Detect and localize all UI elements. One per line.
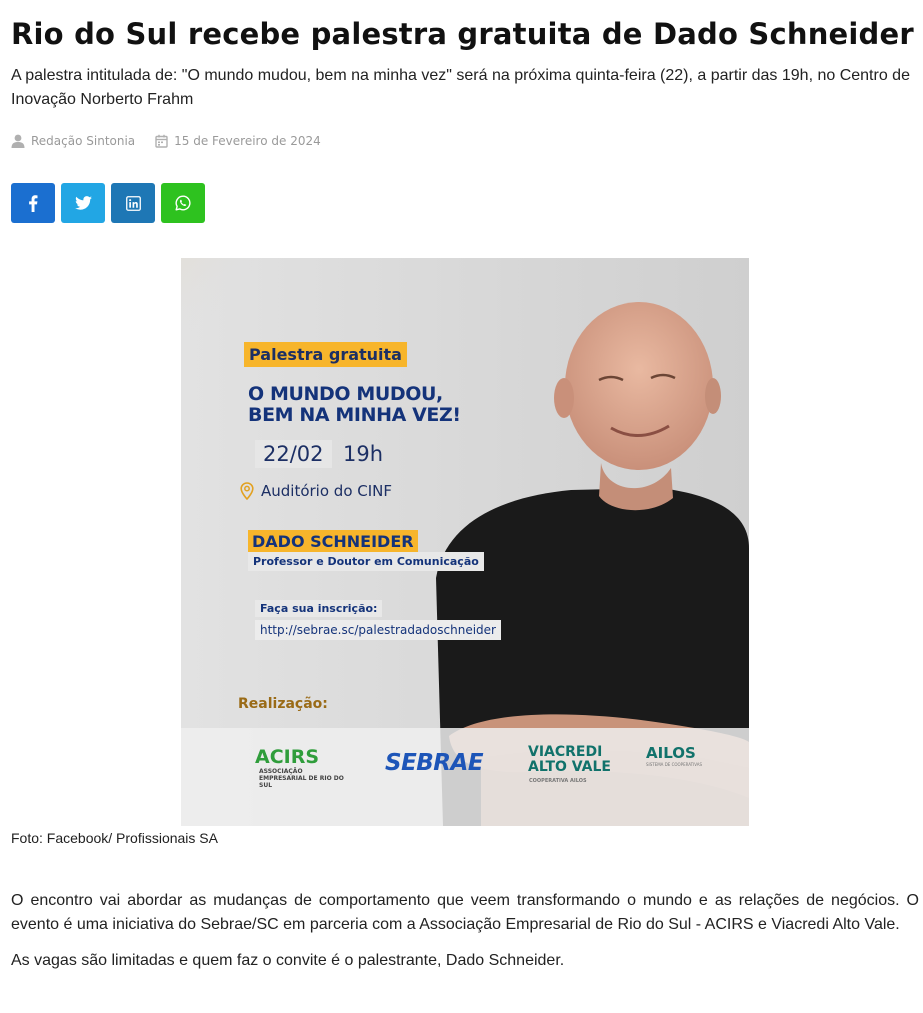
- article-paragraph: O encontro vai abordar as mudanças de comportamento que veem transformando o mundo e as relações de negócios. O evento é uma iniciativa do Sebrae/SC em parceria com a Associação Empresarial de Rio do Sul - ACIRS e Viacredi Alto Vale.: [11, 892, 919, 933]
- poster-headline-line1: O MUNDO MUDOU,: [248, 383, 443, 405]
- ailos-logo-subtitle: SISTEMA DE COOPERATIVAS: [646, 762, 703, 767]
- viacredi-logo: VIACREDI ALTO VALE: [528, 744, 611, 775]
- share-facebook-button[interactable]: [11, 183, 55, 223]
- poster-badge: Palestra gratuita: [244, 342, 407, 367]
- acirs-logo: ACIRS: [255, 746, 320, 768]
- ailos-logo: AILOS: [646, 744, 696, 762]
- sebrae-logo: SEBRAE: [385, 750, 484, 776]
- linkedin-icon: [126, 196, 141, 211]
- share-linkedin-button[interactable]: [111, 183, 155, 223]
- image-caption: Foto: Facebook/ Profissionais SA: [11, 830, 218, 846]
- poster-signup-url: http://sebrae.sc/palestradadoschneider: [255, 620, 501, 640]
- date-meta: [155, 134, 321, 148]
- poster-signup-label: Faça sua inscrição:: [255, 600, 382, 617]
- calendar-icon: [155, 134, 168, 148]
- twitter-icon: [75, 196, 92, 210]
- article-meta: [11, 131, 341, 151]
- poster-venue: Auditório do CINF: [261, 482, 393, 500]
- author-meta[interactable]: [11, 134, 135, 148]
- facebook-icon: [28, 195, 38, 212]
- poster-headline-line2: BEM NA MINHA VEZ!: [248, 404, 461, 426]
- viacredi-logo-subtitle: COOPERATIVA AILOS: [529, 778, 587, 784]
- poster-date: 22/02: [255, 440, 332, 468]
- poster-organizers-label: Realização:: [238, 696, 328, 712]
- whatsapp-icon: [175, 195, 191, 211]
- share-whatsapp-button[interactable]: [161, 183, 205, 223]
- location-pin-icon: [240, 482, 254, 500]
- article-subtitle: A palestra intitulada de: "O mundo mudou, bem na minha vez" será na próxima quinta-feira (22), a partir das 19h, no Centro de Inovação Norberto Frahm: [11, 67, 910, 108]
- author-name: Redação Sintonia: [31, 134, 136, 148]
- article-title: Rio do Sul recebe palestra gratuita de Dado Schneider: [11, 17, 914, 51]
- article-paragraph: As vagas são limitadas e quem faz o convite é o palestrante, Dado Schneider.: [11, 952, 565, 969]
- poster-speaker-name: DADO SCHNEIDER: [248, 530, 418, 553]
- acirs-logo-subtitle: ASSOCIAÇÃO EMPRESARIAL DE RIO DO SUL: [259, 768, 344, 789]
- share-buttons: [11, 183, 211, 223]
- publish-date: 15 de Fevereiro de 2024: [174, 134, 321, 148]
- user-icon: [11, 134, 25, 148]
- poster-time: 19h: [343, 442, 384, 466]
- share-twitter-button[interactable]: [61, 183, 105, 223]
- poster-logo-strip: [181, 728, 749, 826]
- event-poster-image: [181, 258, 749, 826]
- poster-speaker-role: Professor e Doutor em Comunicação: [248, 552, 484, 571]
